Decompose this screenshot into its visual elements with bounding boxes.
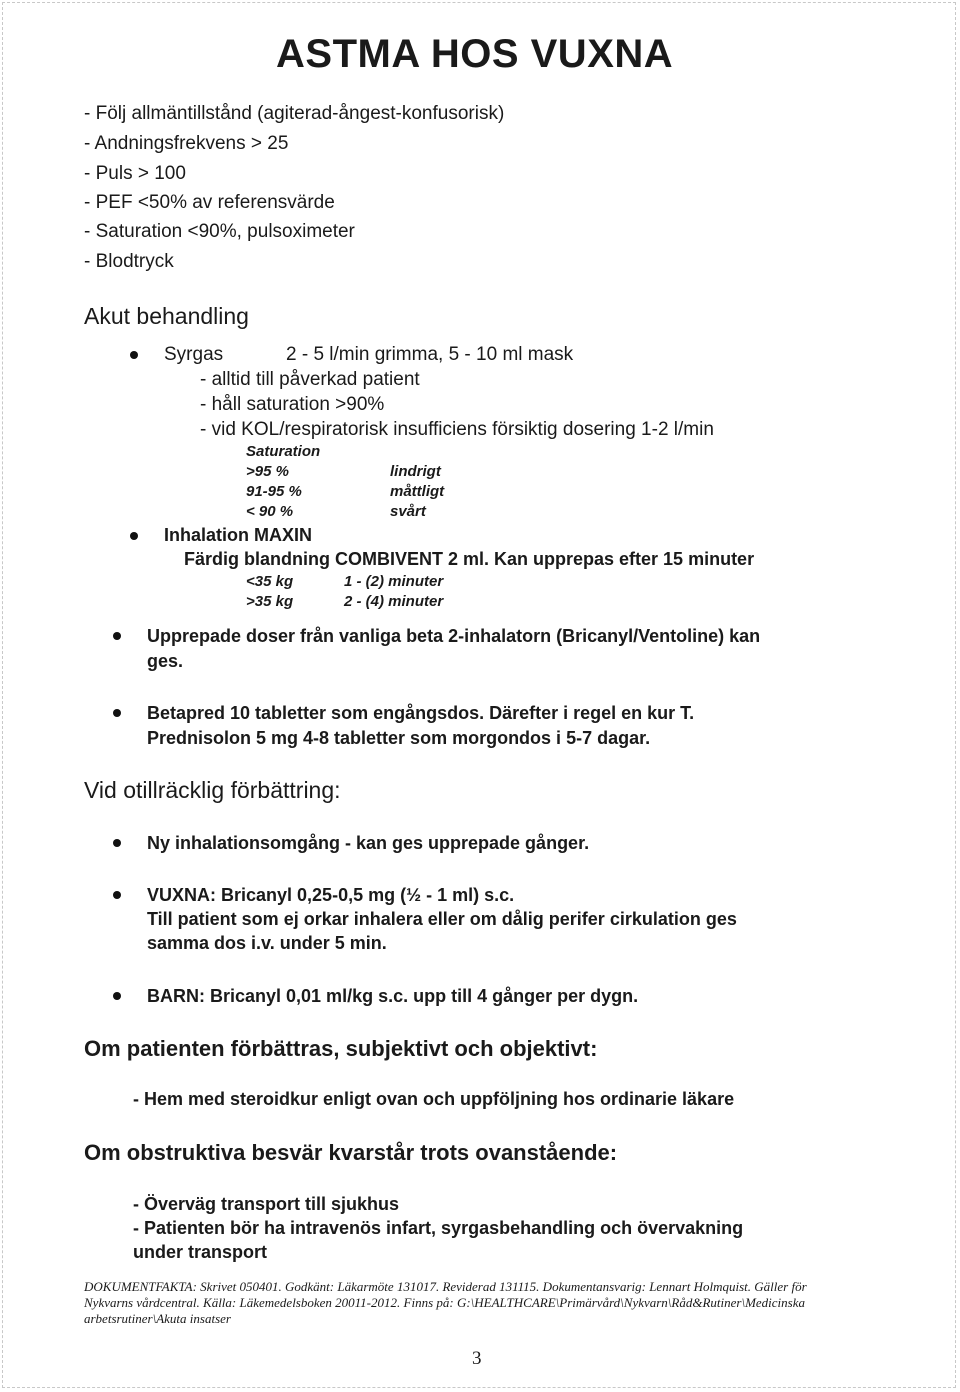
page-title: ASTMA HOS VUXNA <box>276 32 674 76</box>
inhalation-label: Inhalation MAXIN <box>164 525 312 545</box>
syrgas-dose: 2 - 5 l/min grimma, 5 - 10 ml mask <box>286 344 574 365</box>
syrgas-sub-item: - alltid till påverkad patient <box>200 369 420 390</box>
saturation-range: >95 % <box>246 463 289 480</box>
saturation-level: svårt <box>390 503 426 520</box>
vuxna-text: samma dos i.v. under 5 min. <box>147 933 387 953</box>
bullet <box>113 709 121 717</box>
check-item: - Saturation <90%, pulsoximeter <box>84 221 355 242</box>
section-heading-improves: Om patienten förbättras, subjektivt och objektivt: <box>84 1036 598 1061</box>
footer-doc-facts: DOKUMENTFAKTA: Skrivet 050401. Godkänt: Läkarmöte 131017. Reviderad 131115. Dokumentansvarig: Lennart Holmquist. Gäller för <box>84 1279 807 1294</box>
check-item: - PEF <50% av referensvärde <box>84 192 335 213</box>
obstructive-item: - Överväg transport till sjukhus <box>133 1194 400 1214</box>
improves-item: - Hem med steroidkur enligt ovan och uppföljning hos ordinarie läkare <box>133 1089 735 1109</box>
syrgas-sub-item: - vid KOL/respiratorisk insufficiens försiktig dosering 1-2 l/min <box>200 419 714 440</box>
section-heading-acute: Akut behandling <box>84 303 249 329</box>
check-item: - Blodtryck <box>84 251 174 272</box>
section-heading-obstructive: Om obstruktiva besvär kvarstår trots ovanstående: <box>84 1140 618 1165</box>
saturation-range: < 90 % <box>246 503 294 520</box>
saturation-level: måttligt <box>390 483 445 500</box>
inhalation-mix: Färdig blandning COMBIVENT 2 ml. Kan upprepas efter 15 minuter <box>184 549 755 569</box>
saturation-label: Saturation <box>246 443 321 460</box>
betapred-text: Prednisolon 5 mg 4-8 tabletter som morgondos i 5-7 dagar. <box>147 728 651 748</box>
check-item: - Följ allmäntillstånd (agiterad-ångest-konfusorisk) <box>84 103 505 124</box>
vuxna-text: Till patient som ej orkar inhalera eller om dålig perifer cirkulation ges <box>147 909 737 929</box>
bullet <box>130 351 138 359</box>
bullet <box>113 891 121 899</box>
bullet <box>113 839 121 847</box>
weight-time: 2 - (4) minuter <box>344 593 444 610</box>
repeat-dose-text: ges. <box>147 651 184 671</box>
vuxna-text: VUXNA: Bricanyl 0,25-0,5 mg (½ - 1 ml) s.c. <box>147 885 515 905</box>
saturation-range: 91-95 % <box>246 483 302 500</box>
barn-text: BARN: Bricanyl 0,01 ml/kg s.c. upp till 4 gånger per dygn. <box>147 986 639 1006</box>
bullet <box>130 532 138 540</box>
check-item: - Andningsfrekvens > 25 <box>84 133 289 154</box>
weight-class: >35 kg <box>246 593 294 610</box>
syrgas-sub-item: - håll saturation >90% <box>200 394 385 415</box>
weight-class: <35 kg <box>246 573 294 590</box>
section-heading-insufficient: Vid otillräcklig förbättring: <box>84 777 341 803</box>
insufficient-item: Ny inhalationsomgång - kan ges upprepade gånger. <box>147 833 590 853</box>
syrgas-label: Syrgas <box>164 344 224 365</box>
betapred-text: Betapred 10 tabletter som engångsdos. Därefter i regel en kur T. <box>147 703 695 723</box>
repeat-dose-text: Upprepade doser från vanliga beta 2-inhalatorn (Bricanyl/Ventoline) kan <box>147 626 761 646</box>
bullet <box>113 992 121 1000</box>
footer-doc-facts: arbetsrutiner\Akuta insatser <box>84 1311 231 1326</box>
saturation-level: lindrigt <box>390 463 441 480</box>
bullet <box>113 632 121 640</box>
page-number: 3 <box>472 1348 482 1369</box>
footer-doc-facts: Nykvarns vårdcentral. Källa: Läkemedelsboken 20011-2012. Finns på: G:\HEALTHCARE\Primärvård\Nykvarn\Råd&Rutiner\Medicinska <box>84 1295 805 1310</box>
weight-time: 1 - (2) minuter <box>344 573 444 590</box>
obstructive-item: - Patienten bör ha intravenös infart, syrgasbehandling och övervakning <box>133 1218 744 1238</box>
obstructive-item: under transport <box>133 1242 268 1262</box>
check-item: - Puls > 100 <box>84 163 186 184</box>
